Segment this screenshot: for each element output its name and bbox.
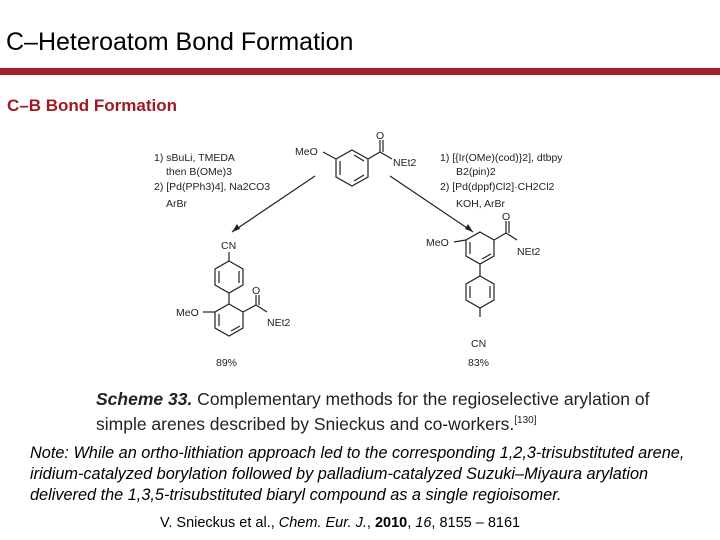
right-cn-label: CN (471, 338, 487, 350)
section-subtitle: C–B Bond Formation (7, 96, 177, 115)
citation (160, 515, 520, 531)
left-product (176, 240, 291, 369)
scheme-caption-text: Complementary methods for the regioselective arylation of simple arenes described by Snieckus and co-workers. (96, 389, 650, 434)
left-condition-3: 2) [Pd(PPh3)4], Na2CO3 (154, 181, 271, 193)
note-paragraph: Note: While an ortho-lithiation approach led to the corresponding 1,2,3-trisubstituted arene, iridium-catalyzed borylation followed by palladium-catalyzed Suzuki–Miyaura arylation delivered the 1,3,5-trisubstituted biaryl compound as a single regioisomer. (30, 444, 685, 504)
scheme-caption-ref: [130] (514, 415, 537, 426)
right-meo-label: MeO (426, 237, 449, 249)
right-condition-2: B2(pin)2 (456, 166, 496, 178)
citation-authors: V. Snieckus et al., (160, 515, 279, 531)
left-carbonyl-o-label: O (252, 285, 261, 297)
sm-carbonyl-o-label: O (376, 130, 385, 142)
right-product (426, 211, 541, 369)
left-yield: 89% (216, 357, 238, 369)
left-net2-label: NEt2 (267, 317, 291, 329)
citation-year: 2010 (374, 515, 408, 531)
left-cn-label: CN (221, 240, 237, 252)
right-condition-3: 2) [Pd(dppf)Cl2]·CH2Cl2 (440, 181, 555, 193)
citation-sep-1: , (366, 515, 375, 531)
citation-pages: , 8155 – 8161 (431, 515, 521, 531)
sm-net2-label: NEt2 (393, 157, 417, 169)
left-condition-4: ArBr (166, 198, 187, 210)
citation-journal: Chem. Eur. J. (278, 515, 367, 531)
slide-title: C–Heteroatom Bond Formation (6, 28, 354, 56)
sm-meo-label: MeO (295, 146, 318, 158)
left-condition-1: 1) sBuLi, TMEDA (154, 152, 235, 164)
left-condition-2: then B(OMe)3 (166, 166, 232, 178)
right-arrowhead (465, 224, 473, 232)
left-meo-label: MeO (176, 307, 199, 319)
right-net2-label: NEt2 (517, 246, 541, 258)
right-condition-4: KOH, ArBr (456, 198, 506, 210)
right-carbonyl-o-label: O (502, 211, 511, 223)
right-condition-1: 1) [{Ir(OMe)(cod)}2], dtbpy (440, 152, 563, 164)
reaction-scheme (140, 128, 580, 383)
title-divider (0, 68, 720, 75)
left-arrowhead (232, 224, 240, 232)
citation-sep-2: , (407, 515, 416, 531)
right-yield: 83% (468, 357, 490, 369)
scheme-caption (96, 389, 656, 435)
scheme-caption-label: Scheme 33. (96, 389, 193, 409)
citation-volume: 16 (415, 515, 432, 531)
